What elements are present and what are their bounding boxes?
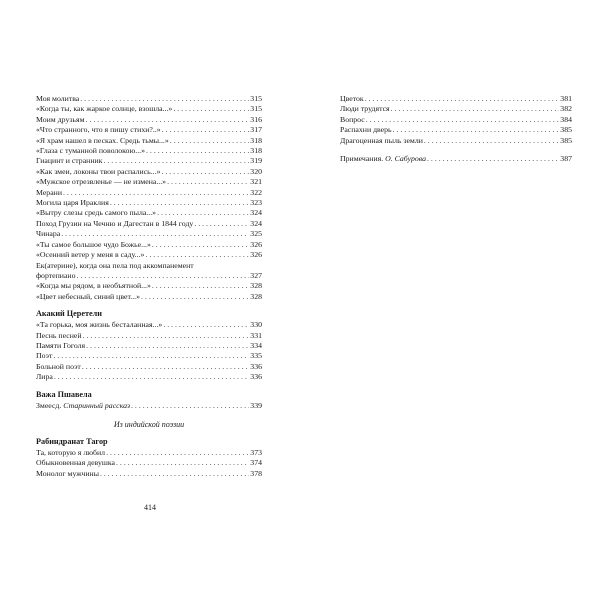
- toc-entry: [36, 250, 262, 260]
- toc-entry-page: 331: [250, 330, 262, 340]
- dot-leader: [173, 104, 249, 114]
- toc-entry-page: 387: [560, 154, 572, 164]
- dot-leader: [424, 136, 559, 146]
- toc-entry-title: Гиацинт и странник: [36, 156, 103, 166]
- dot-leader: [141, 292, 249, 302]
- dot-leader: [80, 94, 249, 104]
- dot-leader: [86, 341, 249, 351]
- toc-entry-page: 385: [560, 125, 572, 135]
- toc-entry: [36, 362, 262, 372]
- toc-entry: [36, 219, 262, 229]
- toc-entry-title: «Цвет небесный, синий цвет...»: [36, 291, 141, 301]
- toc-entry-page: 330: [250, 320, 262, 330]
- dot-leader: [393, 125, 560, 135]
- dot-leader: [152, 281, 249, 291]
- dot-leader: [170, 136, 250, 146]
- dot-leader: [53, 351, 249, 361]
- toc-entry-page: 326: [250, 250, 262, 260]
- toc-entry-page: 382: [560, 104, 572, 114]
- dot-leader: [162, 125, 250, 135]
- toc-entry: [36, 146, 262, 156]
- toc-entry: [340, 94, 572, 104]
- toc-entry: [36, 331, 262, 341]
- toc-entry-page: 373: [250, 447, 262, 457]
- toc-entry-page: 384: [560, 114, 572, 124]
- toc-entry: [36, 156, 262, 166]
- toc-entry-page: 326: [250, 239, 262, 249]
- toc-entry-page: 328: [250, 291, 262, 301]
- toc-entry-title: Вопрос: [340, 114, 365, 124]
- toc-entry-page: 323: [250, 198, 262, 208]
- toc-entry: [340, 136, 572, 146]
- toc-entry-notes: [340, 154, 572, 164]
- toc-entry: [36, 94, 262, 104]
- dot-leader: [152, 240, 249, 250]
- toc-entry-title: «Я храм нашел в песках. Средь тьмы...»: [36, 135, 169, 145]
- dot-leader: [391, 104, 560, 114]
- toc-entry-page: 318: [250, 135, 262, 145]
- dot-leader: [366, 115, 560, 125]
- dot-leader: [63, 188, 249, 198]
- toc-entry-title: Могила царя Ираклия: [36, 198, 109, 208]
- toc-entry-multiline-line1: Ек(атерине), когда она пела под аккомпанемент: [36, 260, 194, 270]
- toc-entry: [36, 188, 262, 198]
- toc-entry: [36, 167, 262, 177]
- toc-entry-title: «Глаза с туманной поволокою...»: [36, 146, 146, 156]
- toc-entry: [36, 104, 262, 114]
- toc-entry-title: «Осенний ветер у меня в саду...»: [36, 250, 145, 260]
- toc-entry-page: 319: [250, 156, 262, 166]
- toc-entry-page: 322: [250, 187, 262, 197]
- toc-block-continued: [36, 281, 262, 302]
- toc-entry: [340, 125, 572, 135]
- toc-entry-page: 317: [250, 125, 262, 135]
- toc-entry-title-main: Змеесд.: [36, 400, 64, 410]
- toc-entry: [36, 125, 262, 135]
- toc-entry-page: 324: [250, 218, 262, 228]
- toc-entry-page: 327: [250, 270, 262, 280]
- toc-entry-title: Мерани: [36, 187, 62, 197]
- toc-entry: [36, 136, 262, 146]
- toc-entry-title: Памяти Гоголя: [36, 340, 86, 350]
- toc-entry-title: «Мужское отрезвленье — не измена...»: [36, 177, 167, 187]
- dot-leader: [86, 115, 250, 125]
- dot-leader: [161, 167, 249, 177]
- toc-entry-title: Чинара: [36, 229, 61, 239]
- dot-leader: [54, 372, 249, 382]
- dot-leader: [100, 469, 249, 479]
- dot-leader: [157, 208, 249, 218]
- dot-leader: [365, 94, 560, 104]
- toc-entry-title: Моим друзьям: [36, 114, 85, 124]
- notes-author: О. Сабурова: [385, 154, 427, 164]
- toc-entry-page: 334: [250, 340, 262, 350]
- toc-entry: [36, 208, 262, 218]
- toc-entry: [36, 115, 262, 125]
- toc-entry-page: 324: [250, 208, 262, 218]
- toc-entry-title: Цветок: [340, 94, 364, 103]
- toc-entry: [340, 115, 572, 125]
- toc-block-lermontov: [36, 94, 262, 261]
- author-heading-tsereteli: Акакий Церетели: [36, 309, 102, 319]
- toc-entry-page: 316: [250, 114, 262, 124]
- toc-entry-title: «Что странного, что я пишу стихи?..»: [36, 125, 161, 135]
- toc-entry-page: 328: [250, 281, 262, 291]
- dot-leader: [131, 401, 249, 411]
- dot-leader: [110, 198, 249, 208]
- dot-leader: [145, 250, 249, 260]
- toc-entry-title: [340, 154, 426, 164]
- dot-leader: [77, 271, 250, 281]
- toc-entry-page: 381: [560, 94, 572, 103]
- toc-entry-title: Распахни дверь: [340, 125, 392, 135]
- toc-entry-page: 336: [250, 372, 262, 382]
- toc-entry-page: 318: [250, 146, 262, 156]
- dot-leader: [106, 448, 249, 458]
- toc-entry-page: 325: [250, 229, 262, 239]
- toc-entry: [36, 351, 262, 361]
- dot-leader: [163, 320, 249, 330]
- toc-entry-title: Лира: [36, 372, 53, 382]
- toc-entry-page: 339: [250, 400, 262, 410]
- dot-leader: [427, 154, 559, 164]
- toc-entry-title: «Вытру слезы средь самого пыла...»: [36, 208, 157, 218]
- dot-leader: [194, 219, 249, 229]
- toc-entry: [36, 281, 262, 291]
- toc-entry-page: 315: [250, 104, 262, 114]
- author-heading-pshavela: Важа Пшавела: [36, 389, 92, 399]
- toc-entry: [36, 320, 262, 330]
- toc-entry-title: «Та горька, моя жизнь бесталанная...»: [36, 320, 163, 330]
- toc-entry-title: Монолог мужчины: [36, 468, 99, 478]
- toc-entry-subtitle: Старинный рассказ: [63, 400, 131, 410]
- dot-leader: [61, 229, 249, 239]
- toc-entry-page: 321: [250, 177, 262, 187]
- toc-entry-title: «Ты самое большое чудо Божье...»: [36, 239, 151, 249]
- dot-leader: [83, 331, 250, 341]
- toc-entry: [36, 448, 262, 458]
- section-heading-indian-poetry: Из индийской поэзии: [113, 419, 185, 429]
- toc-entry-title: Поход Грузин на Чечню и Дагестан в 1844 году: [36, 218, 194, 228]
- toc-entry: [36, 372, 262, 382]
- toc-entry-page: 335: [250, 351, 262, 361]
- toc-entry: [340, 104, 572, 114]
- toc-entry-title: Обыкновенная девушка: [36, 458, 116, 468]
- toc-entry: [36, 292, 262, 302]
- toc-entry-page: 336: [250, 361, 262, 371]
- dot-leader: [146, 146, 249, 156]
- toc-entry-title: [36, 401, 130, 411]
- toc-entry: [36, 458, 262, 468]
- toc-entry-title: Моя молитва: [36, 94, 80, 103]
- dot-leader: [167, 177, 249, 187]
- left-toc-column: [36, 94, 262, 479]
- toc-block-tagore-continued: [340, 94, 572, 146]
- toc-entry-title: Та, которую я любил: [36, 447, 106, 457]
- toc-entry-page: 378: [250, 468, 262, 478]
- toc-entry-title: «Когда мы рядом, в необъятной...»: [36, 281, 151, 291]
- toc-entry-title: «Как змеи, локоны твои распались...»: [36, 166, 161, 176]
- toc-entry-page: 385: [560, 135, 572, 145]
- toc-entry-title: Песнь песней: [36, 330, 82, 340]
- toc-entry-page: 320: [250, 166, 262, 176]
- dot-leader: [116, 458, 249, 468]
- toc-block-tagore: [36, 448, 262, 479]
- right-toc-column: [340, 94, 572, 164]
- toc-entry-title: Поэт: [36, 351, 53, 361]
- toc-entry: [36, 177, 262, 187]
- toc-entry-title: Больной поэт: [36, 361, 81, 371]
- toc-entry-page: 315: [250, 94, 262, 103]
- right-page: [300, 0, 600, 600]
- toc-entry: [36, 240, 262, 250]
- toc-entry-title: фортепиано: [36, 270, 76, 280]
- toc-entry: [36, 198, 262, 208]
- notes-label: Примечания.: [340, 154, 386, 164]
- toc-entry-multiline-line2: [36, 271, 262, 281]
- toc-entry-title: «Когда ты, как жаркое солнце, взошла...»: [36, 104, 173, 114]
- toc-entry: [36, 229, 262, 239]
- toc-entry: [36, 401, 262, 411]
- toc-entry-title: Люди трудятся: [340, 104, 390, 114]
- toc-entry-title: Драгоценная пыль земли: [340, 135, 423, 145]
- page-number: 414: [144, 503, 156, 512]
- toc-entry-page: 374: [250, 458, 262, 468]
- toc-entry: [36, 469, 262, 479]
- author-heading-tagore: Рабиндранат Тагор: [36, 436, 108, 446]
- toc-block-tsereteli: [36, 320, 262, 382]
- dot-leader: [82, 362, 249, 372]
- toc-entry: [36, 341, 262, 351]
- dot-leader: [103, 156, 249, 166]
